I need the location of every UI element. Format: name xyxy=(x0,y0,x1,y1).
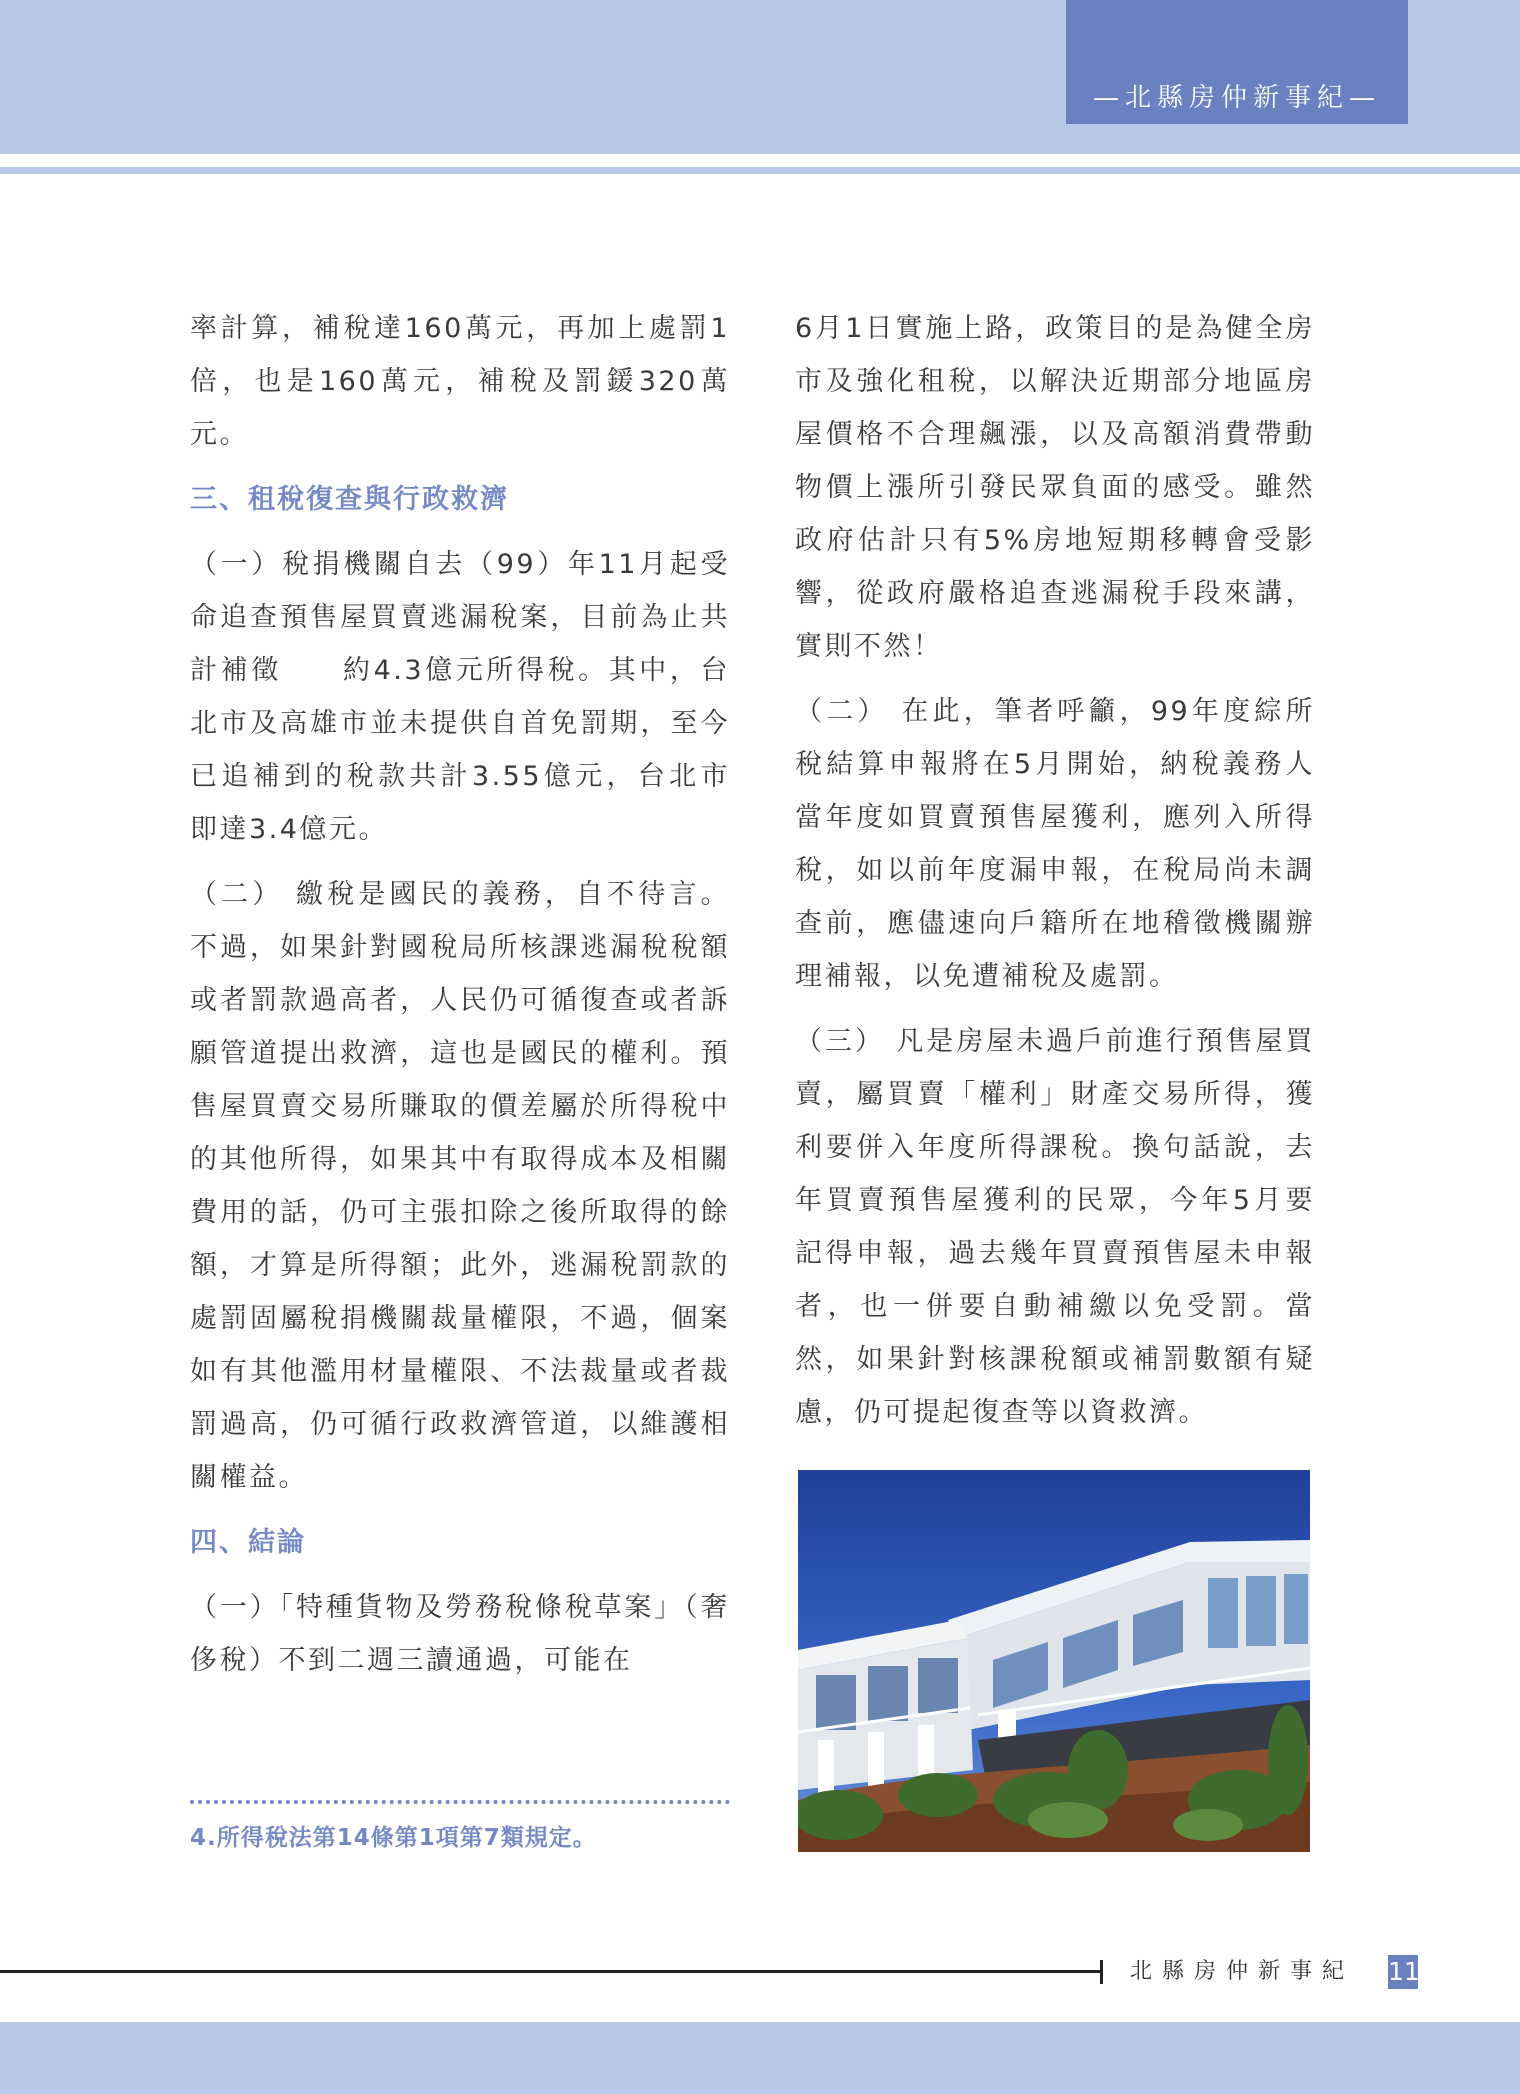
footer-title: 北縣房仲新事紀 xyxy=(1130,1959,1355,1984)
right-paragraph-1: 6月1日實施上路，政策目的是為健全房市及強化租稅，以解決近期部分地區房屋價格不合理飆漲，以及高額消費帶動物價上漲所引發民眾負面的感受。雖然政府估計只有5%房地短期移轉會受影響，從政府嚴格追查逃漏稅手段來講，實則不然！ xyxy=(795,313,1315,662)
left-paragraph-3: （二） 繳稅是國民的義務，自不待言。不過，如果針對國稅局所核課逃漏稅稅額或者罰款過高者，人民仍可循復查或者訴願管道提出救濟，這也是國民的權利。預售屋買賣交易所賺取的價差屬於所得稅中的其他所得，如果其中有取得成本及相關費用的話，仍可主張扣除之後所取得的餘額，才算是所得額；此外，逃漏稅罰款的處罰固屬稅捐機關裁量權限，不過，個案如有其他濫用材量權限、不法裁量或者裁罰過高，仍可循行政救濟管道，以維護相關權益。 xyxy=(190,879,730,1493)
section-heading-4: 四、結論 xyxy=(190,1527,306,1558)
footer-rule-end xyxy=(1100,1960,1103,1984)
footnote-separator xyxy=(190,1800,730,1804)
right-paragraph-3: （三） 凡是房屋未過戶前進行預售屋買賣，屬買賣「權利」財產交易所得，獲利要併入年度所得課稅。換句話說，去年買賣預售屋獲利的民眾，今年5月要記得申報，過去幾年買賣預售屋未申報者，也一併要自動補繳以免受罰。當然，如果針對核課稅額或補罰數額有疑慮，仍可提起復查等以資救濟。 xyxy=(795,1026,1315,1428)
section-heading-3: 三、租稅復查與行政救濟 xyxy=(190,484,509,515)
left-paragraph-4: （一）「特種貨物及勞務稅條稅草案」（奢侈稅）不到二週三讀通過，可能在 xyxy=(190,1592,730,1676)
footnote: 4.所得稅法第14條第1項第7類規定。 xyxy=(190,1825,597,1851)
footer-band xyxy=(0,2022,1520,2094)
right-paragraph-2: （二） 在此，筆者呼籲，99年度綜所稅結算申報將在5月開始，納稅義務人當年度如買賣預售屋獲利，應列入所得稅，如以前年度漏申報，在稅局尚未調查前，應儘速向戶籍所在地稽徵機關辦理補報，以免遭補稅及處罰。 xyxy=(795,696,1315,992)
left-paragraph-1: 率計算，補稅達160萬元，再加上處罰1倍，也是160萬元，補稅及罰鍰320萬元。 xyxy=(190,313,730,450)
header-rule xyxy=(0,167,1520,174)
left-paragraph-2: （一）稅捐機關自去（99）年11月起受命追查預售屋買賣逃漏稅案，目前為止共計補徵 約4.3億元所得稅。其中，台北市及高雄市並未提供自首免罰期，至今已追補到的稅款共計3.55億元，台北市即達3.4億元。 xyxy=(190,549,730,845)
page-number: 11 xyxy=(1388,1955,1418,1989)
house-photo xyxy=(798,1470,1310,1852)
header-title: —北縣房仲新事紀— xyxy=(1092,83,1381,113)
right-column xyxy=(795,302,1315,1451)
footer-rule xyxy=(0,1970,1100,1973)
left-column xyxy=(190,302,730,1699)
